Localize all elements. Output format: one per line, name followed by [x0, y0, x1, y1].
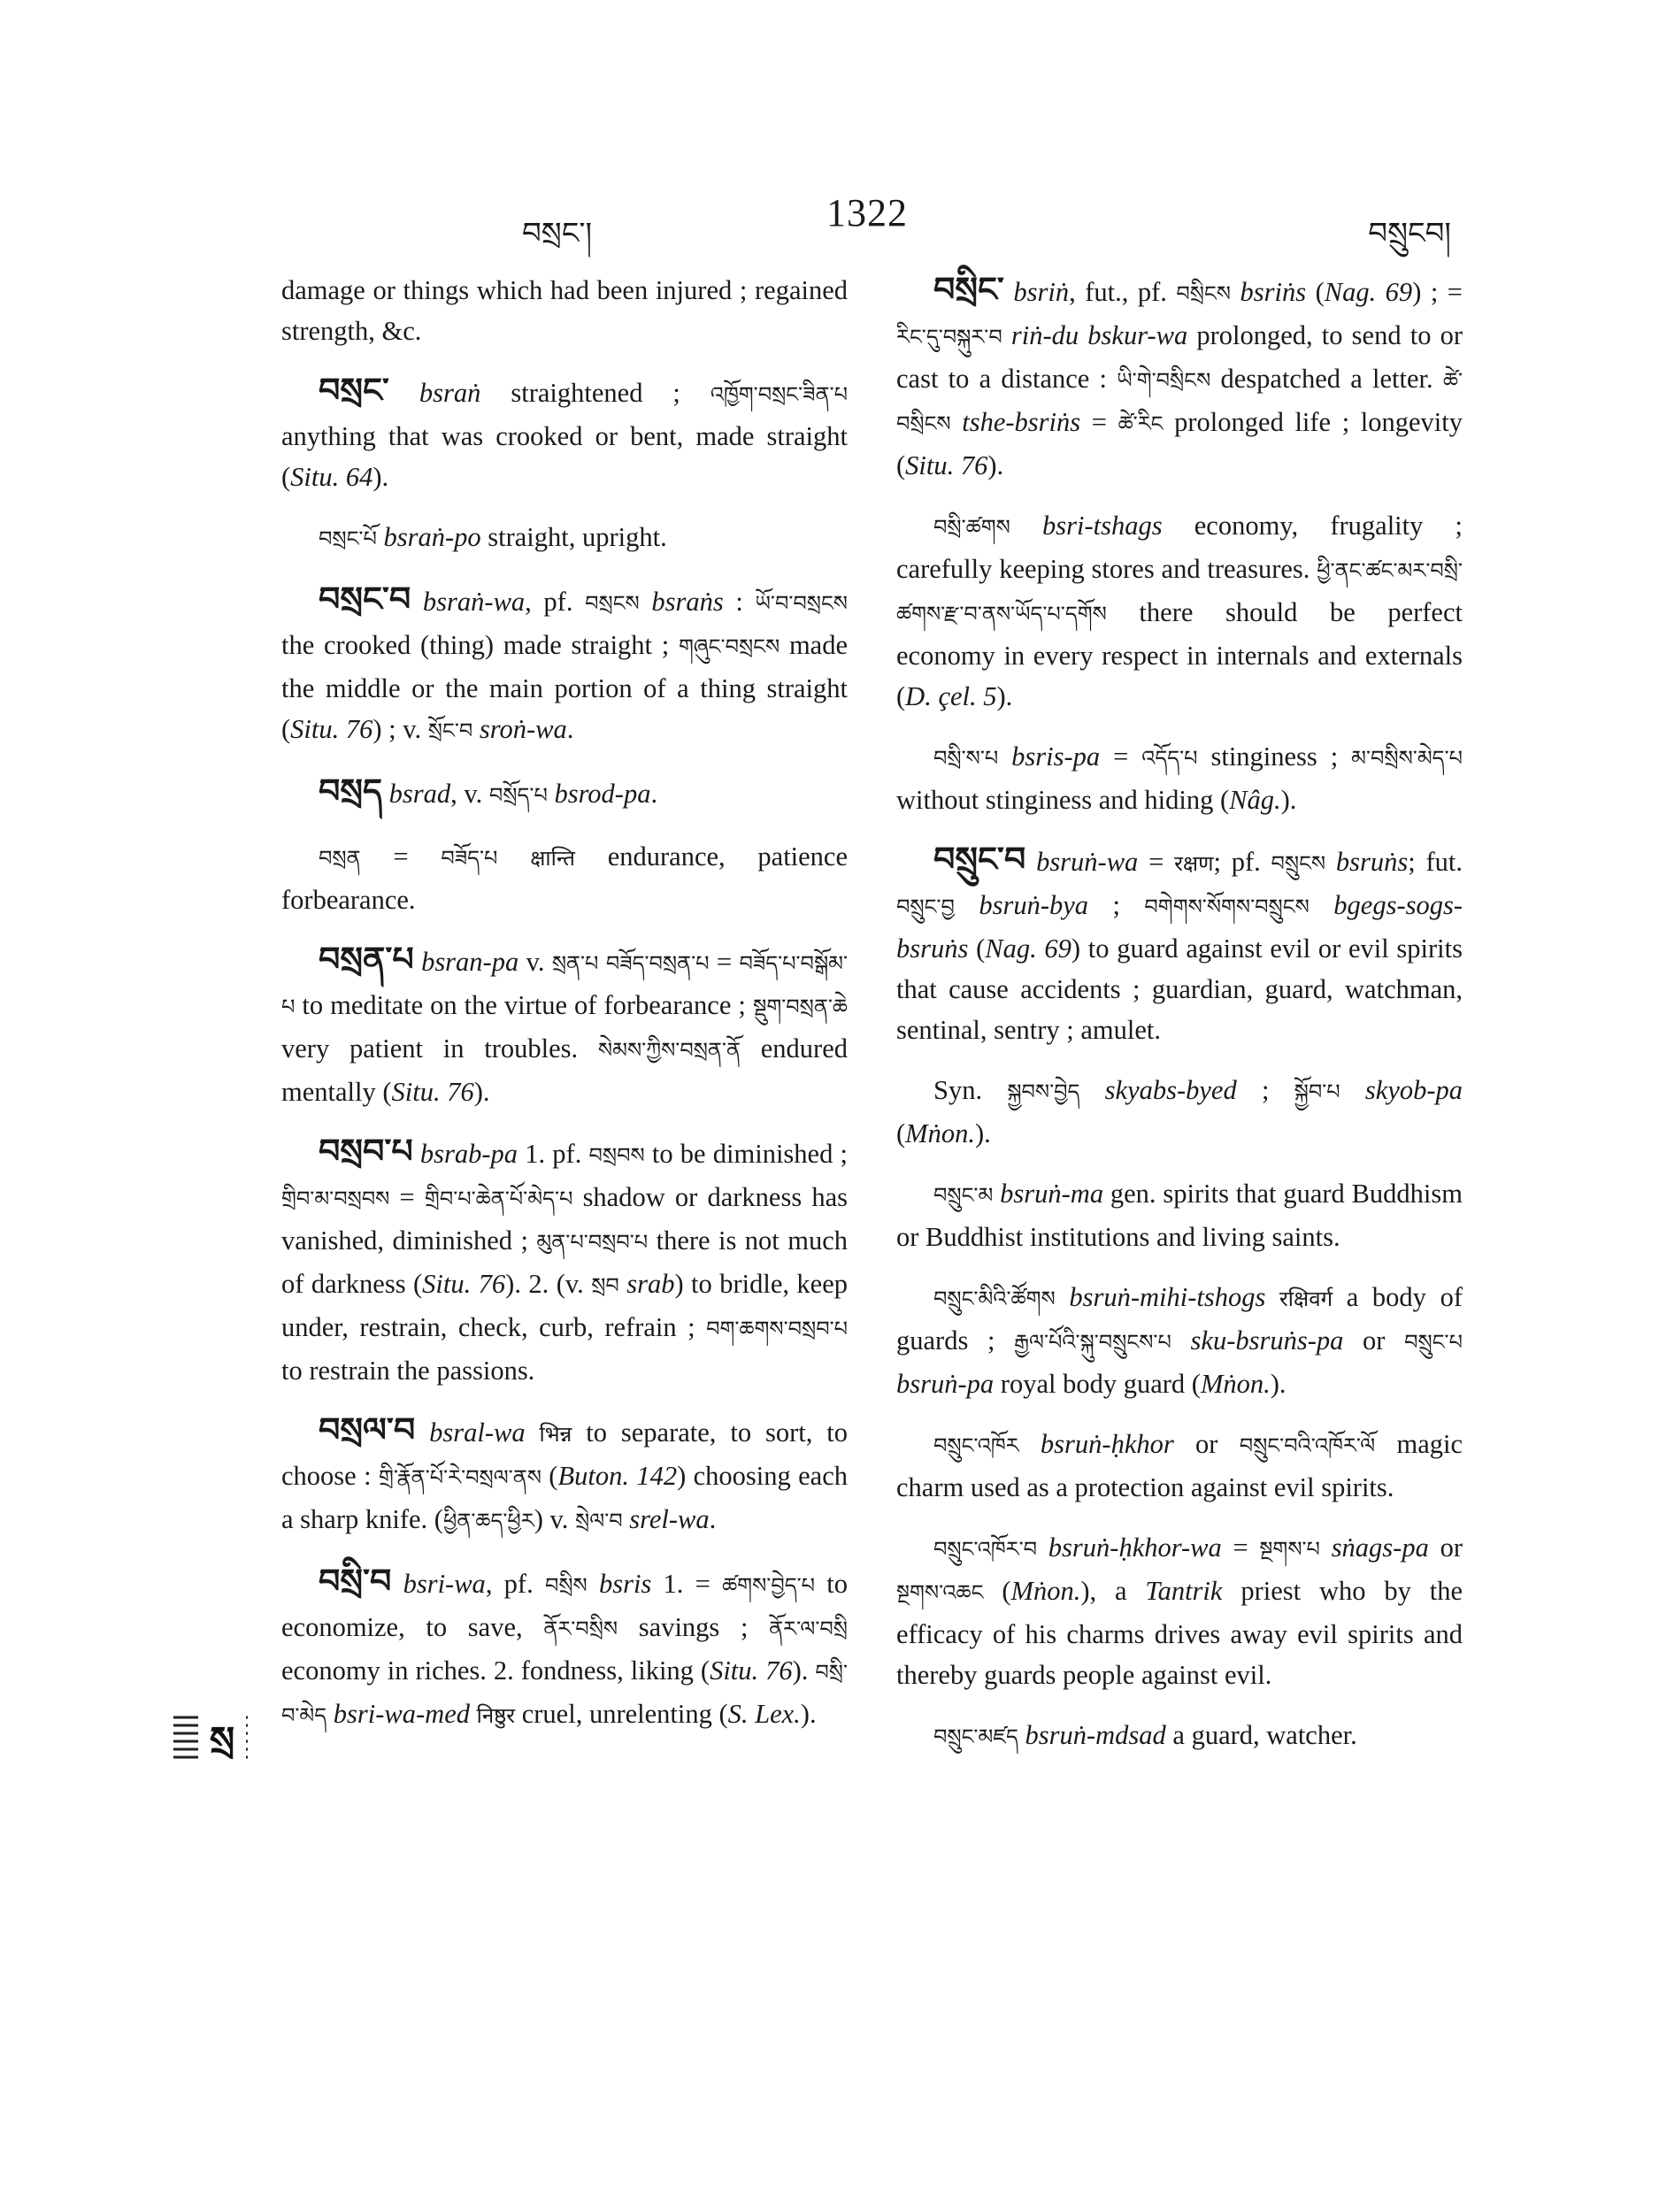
tibetan-text: མ་བསྲིས་མེད་པ: [1351, 748, 1463, 771]
definition-text: [993, 1179, 1000, 1209]
tibetan-text: གྲིབ་མ་བསྲབས: [281, 1188, 390, 1211]
definition-text: [1019, 1429, 1041, 1459]
transliteration: Nag. 69: [985, 933, 1071, 964]
tibetan-text: ཕྱིན་ཆད་ཕྱིར: [442, 1510, 534, 1533]
definition-text: straight, upright.: [480, 522, 667, 552]
transliteration: Tantrik: [1145, 1576, 1223, 1606]
definition-text: v.: [518, 947, 552, 977]
transliteration: srel-wa: [629, 1504, 710, 1534]
definition-text: ).: [974, 1118, 991, 1148]
entry-headword: བསྲང་བ: [319, 581, 411, 618]
definition-text: priest who by the efficacy of his charms drives away evil spirits and thereby guards people against evil.: [896, 1576, 1463, 1690]
definition-text: :: [723, 587, 756, 617]
transliteration: bsrab-pa: [419, 1139, 518, 1169]
header-left-guideword: བསྲང་།: [522, 218, 593, 250]
tibetan-text: ཚེ་བསྲིངས: [896, 370, 1463, 436]
dictionary-entry: [281, 270, 848, 351]
dictionary-entry: [896, 840, 1463, 1050]
definition-text: [1025, 847, 1036, 877]
definition-text: (: [541, 1461, 558, 1491]
tibetan-text: བསྲི་ས་པ: [933, 748, 999, 771]
transliteration: Mṅon.: [905, 1118, 975, 1148]
definition-text: stinginess ;: [1197, 741, 1352, 772]
tibetan-text: བསྲན: [319, 848, 361, 871]
tibetan-text: བསྲུང་མིའི་ཚོགས: [933, 1288, 1056, 1311]
definition-text: [411, 587, 423, 617]
sanskrit-text: रक्षिवर्ग: [1279, 1288, 1333, 1311]
definition-text: ).: [800, 1699, 817, 1729]
definition-text: or: [1343, 1325, 1405, 1356]
definition-text: [1310, 890, 1333, 920]
tibetan-text: བསྲངས: [585, 593, 640, 616]
tibetan-text: བསྲུང་འཁོར་བ: [933, 1539, 1038, 1562]
definition-text: ;: [1236, 1075, 1294, 1105]
transliteration: bsruṅ-ḥkhor: [1040, 1429, 1174, 1459]
dictionary-entry: [281, 1562, 848, 1737]
transliteration: Situ. 76: [710, 1655, 793, 1686]
definition-text: [382, 779, 389, 809]
definition-text: ).: [987, 450, 1004, 480]
tibetan-text: བསྲིས: [544, 1575, 588, 1598]
dictionary-entry: [896, 736, 1463, 820]
definition-text: to meditate on the virtue of forbearance ;: [295, 990, 753, 1020]
transliteration: bgegs-sogs-bsruṅs: [896, 890, 1463, 964]
left-column: [281, 270, 848, 1756]
definition-text: ).: [473, 1077, 490, 1107]
definition-text: ).: [1270, 1369, 1286, 1399]
transliteration: Mṅon.: [1010, 1576, 1081, 1606]
transliteration: bsris: [598, 1569, 652, 1599]
transliteration: bsrod-pa: [554, 779, 651, 809]
definition-text: [1079, 1075, 1104, 1105]
tibetan-text: བསྲི་ཚགས: [933, 517, 1010, 540]
entry-headword: བསྲན་པ: [319, 941, 414, 979]
margin-mark-letter: སྲ: [209, 1718, 235, 1762]
definition-text: ) ; =: [1412, 277, 1463, 307]
definition-text: [389, 378, 419, 408]
tibetan-text: སྲན་པ: [551, 953, 599, 976]
definition-text: (: [968, 933, 986, 964]
transliteration: bsran-pa: [421, 947, 519, 977]
entry-headword: བསྲུང་བ: [933, 841, 1026, 879]
definition-text: [415, 1417, 429, 1448]
definition-text: [526, 1417, 540, 1448]
definition-text: (: [896, 1118, 906, 1148]
definition-text: [1010, 511, 1042, 541]
definition-text: endurance, patience forbearance.: [281, 841, 849, 915]
tibetan-text: སྐྱབས་བྱེད: [1007, 1081, 1080, 1104]
tibetan-text: ནོར་བསྲིས: [543, 1618, 618, 1641]
definition-text: [998, 741, 1011, 772]
page-header: [265, 190, 1469, 250]
definition-text: to be diminished ;: [644, 1139, 848, 1169]
definition-text: despatched a letter.: [1210, 364, 1443, 394]
definition-text: =: [1080, 407, 1118, 437]
definition-text: =: [1138, 847, 1175, 877]
definition-text: Syn.: [933, 1075, 1008, 1105]
tibetan-text: གྲི་རྣོན་པོ་རེ་བསྲལ་ནས: [378, 1467, 541, 1490]
tibetan-text: བག་ཆགས་བསྲབ་པ: [706, 1318, 848, 1341]
tibetan-text: སྲོང་བ: [427, 720, 473, 743]
definition-text: ) v.: [534, 1504, 576, 1534]
definition-text: prolonged, to send to or cast to a distance :: [896, 320, 1463, 394]
transliteration: Situ. 64: [290, 462, 373, 492]
definition-text: =: [389, 1182, 425, 1212]
definition-text: [1325, 847, 1336, 877]
definition-text: .: [566, 714, 574, 744]
transliteration: srab: [626, 1269, 675, 1299]
tibetan-text: ཕྱི་ནང་ཚང་མར་བསྲི་ཚགས་རྫ་བ་ནས་ཡོད་པ་དགོས: [896, 560, 1463, 626]
dictionary-entry: [896, 505, 1463, 717]
dictionary-entry: [281, 517, 848, 560]
definition-text: [470, 1699, 477, 1729]
definition-text: [1320, 1532, 1332, 1563]
dictionary-entry: [281, 836, 848, 920]
definition-text: to separate, to sort, to choose :: [281, 1417, 849, 1491]
definition-text: to restrain the passions.: [281, 1356, 535, 1386]
definition-text: , pf.: [485, 1569, 545, 1599]
transliteration: riṅ-du bskur-wa: [1010, 320, 1188, 350]
entry-headword: བསྲི་བ: [319, 1563, 392, 1601]
definition-text: ; fut.: [1408, 847, 1463, 877]
transliteration: sṅags-pa: [1331, 1532, 1429, 1563]
definition-text: ).: [373, 462, 389, 492]
transliteration: bsri-wa: [403, 1569, 486, 1599]
tibetan-text: བསྲུང་མ: [933, 1185, 994, 1208]
transliteration: bsraṅs: [651, 587, 724, 617]
dictionary-entry: [281, 1132, 848, 1391]
tibetan-text: གཞུང་བསྲངས: [678, 636, 780, 659]
definition-text: ) to bridle, keep under, restrain, check, curb, refrain ;: [281, 1269, 848, 1342]
transliteration: bsraṅ: [419, 378, 481, 408]
tibetan-text: བསྲུང་པ: [1404, 1332, 1463, 1355]
dictionary-entry: [281, 940, 848, 1112]
tibetan-text: ནོར་ལ་བསྲི: [769, 1618, 848, 1641]
tibetan-text: སྔགས་པ: [1259, 1539, 1320, 1562]
tibetan-text: འཁྱོག་བསྲང་ཟིན་པ: [710, 384, 848, 407]
definition-text: =: [360, 841, 442, 872]
transliteration: bsraṅ-po: [383, 522, 481, 552]
definition-text: a guard, watcher.: [1165, 1720, 1357, 1750]
sanskrit-text: रक्षण: [1174, 853, 1214, 876]
definition-text: 1. =: [651, 1569, 723, 1599]
dictionary-entry: [896, 1277, 1463, 1404]
transliteration: bsruṅs: [1335, 847, 1409, 877]
definition-text: very patient in troubles.: [281, 1033, 598, 1064]
definition-text: anything that was crooked or bent, made straight (: [281, 421, 848, 492]
tibetan-text: བསྲུང་འཁོར: [933, 1435, 1019, 1458]
definition-text: ) ; v.: [373, 714, 428, 744]
definition-text: the crooked (thing) made straight ;: [281, 630, 679, 660]
definition-text: [598, 947, 605, 977]
definition-text: to economize, to save,: [281, 1569, 848, 1642]
definition-text: [1002, 320, 1011, 350]
tibetan-text: རྒྱལ་པོའི་སྐུ་བསྲུངས་པ: [1014, 1332, 1171, 1355]
definition-text: , pf.: [525, 587, 586, 617]
transliteration: sku-bsruṅs-pa: [1190, 1325, 1344, 1356]
sanskrit-text: भिन्न: [539, 1424, 572, 1447]
definition-text: ).: [996, 681, 1013, 711]
tibetan-text: སྐྱོབ་པ: [1294, 1081, 1340, 1104]
transliteration: bsriṅ: [1013, 277, 1070, 307]
dictionary-entry: [896, 1715, 1463, 1758]
tibetan-text: བསྲབས: [588, 1145, 645, 1168]
transliteration: S. Lex.: [727, 1699, 801, 1729]
transliteration: bsraṅ-wa: [422, 587, 526, 617]
tibetan-text: རིང་དུ་བསྐུར་བ: [896, 326, 1002, 349]
definition-text: (: [1306, 277, 1325, 307]
definition-text: or: [1173, 1429, 1240, 1459]
definition-text: =: [1100, 741, 1142, 772]
definition-text: ).: [1280, 785, 1297, 815]
transliteration: tshe-bsriṅs: [962, 407, 1081, 437]
tibetan-text: སྲབ: [591, 1275, 619, 1298]
definition-text: damage or things which had been injured ; regained strength, &c.: [281, 275, 848, 346]
definition-text: ) choosing each a sharp knife. (: [281, 1461, 849, 1534]
definition-text: ). 2. (v.: [505, 1269, 592, 1299]
tibetan-text: བསྲང་པོ: [319, 528, 377, 551]
definition-text: royal body guard (: [994, 1369, 1201, 1399]
definition-text: [1004, 277, 1013, 307]
tibetan-text: བཟོད་པ་བསྒོམ་པ: [281, 953, 849, 1019]
definition-text: 1. pf.: [518, 1139, 589, 1169]
transliteration: bsruṅ-ḥkhor-wa: [1048, 1532, 1222, 1563]
transliteration: Situ. 76: [422, 1269, 506, 1299]
transliteration: bsruṅ-pa: [896, 1369, 995, 1399]
definition-text: [1340, 1075, 1365, 1105]
transliteration: Situ. 76: [290, 714, 373, 744]
tibetan-text: བསྲུང་བའི་འཁོར་ལོ: [1239, 1435, 1376, 1458]
tibetan-text: སེམས་ཀྱིས་བསྲན་ནོ: [597, 1040, 741, 1063]
tibetan-text: བསྲུང་བྱ: [896, 896, 955, 919]
definition-text: , fut., pf.: [1069, 277, 1177, 307]
tibetan-text: བསྲུང་མཛད: [933, 1726, 1018, 1749]
tibetan-text: སྡུག་བསྲན་ཆེ: [752, 996, 848, 1019]
transliteration: Situ. 76: [391, 1077, 474, 1107]
definition-text: (: [983, 1576, 1011, 1606]
entry-headword: བསྲང་: [319, 373, 389, 410]
transliteration: bsruṅ-ma: [1000, 1179, 1104, 1209]
definition-text: , v.: [450, 779, 489, 809]
definition-text: savings ;: [618, 1612, 770, 1642]
tibetan-text: ཡོ་བ་བསྲངས: [755, 593, 848, 616]
definition-text: .: [650, 779, 658, 809]
dictionary-entry: [896, 270, 1463, 486]
definition-text: endured mentally (: [281, 1033, 848, 1107]
definition-text: ; pf.: [1213, 847, 1271, 877]
dictionary-entry: [896, 1173, 1463, 1257]
header-right-guideword: བསྲུངབ།: [1368, 218, 1451, 250]
definition-text: economy, frugality ; carefully keeping stores and treasures.: [896, 511, 1463, 584]
entry-headword: བསྲིང་: [933, 272, 1004, 309]
page-number: 1322: [826, 191, 908, 234]
definition-text: or: [1428, 1532, 1463, 1563]
definition-text: economy in riches. 2. fondness, liking (: [281, 1655, 710, 1686]
definition-text: there should be perfect economy in every respect in internals and externals (: [896, 597, 1463, 711]
tibetan-text: བསྲི་བ་མེད: [281, 1662, 848, 1728]
definition-text: [1056, 1282, 1070, 1312]
transliteration: bsruṅ-bya: [979, 890, 1089, 920]
definition-text: gen. spirits that guard Buddhism or Buddhist institutions and living saints.: [896, 1179, 1463, 1252]
transliteration: skyabs-byed: [1104, 1075, 1237, 1105]
dictionary-entry: [281, 772, 848, 817]
definition-text: [391, 1569, 403, 1599]
tibetan-text: འདོད་པ: [1141, 748, 1198, 771]
entry-headword: བསྲལ་བ: [319, 1412, 416, 1449]
definition-text: ), a: [1080, 1576, 1146, 1606]
margin-thumb-index-mark: [173, 1712, 248, 1767]
definition-text: prolonged life ; longevity (: [896, 407, 1463, 480]
transliteration: bsruṅ-mdsad: [1025, 1720, 1166, 1750]
tibetan-text: ཡི་གེ་བསྲིངས: [1117, 370, 1211, 393]
tibetan-text: སྲེལ་བ: [575, 1510, 623, 1533]
transliteration: Buton. 142: [557, 1461, 678, 1491]
definition-text: =: [709, 947, 740, 977]
definition-text: =: [1221, 1532, 1260, 1563]
transliteration: bsrad: [388, 779, 451, 809]
definition-text: there is not much of darkness (: [281, 1225, 848, 1299]
definition-text: [588, 1569, 599, 1599]
definition-text: [619, 1269, 626, 1299]
transliteration: sroṅ-wa: [479, 714, 567, 744]
definition-text: magic charm used as a protection against evil spirits.: [896, 1429, 1463, 1502]
dictionary-entry: [896, 1424, 1463, 1508]
transliteration: bsruṅ-mihi-tshogs: [1069, 1282, 1266, 1312]
sanskrit-text: निष्ठुर: [476, 1705, 516, 1728]
definition-text: [1265, 1282, 1279, 1312]
definition-text: [414, 947, 421, 977]
definition-text: [955, 890, 979, 920]
sanskrit-text: क्षान्ति: [530, 848, 575, 871]
definition-text: [326, 1699, 334, 1729]
transliteration: Nag. 69: [1324, 277, 1413, 307]
definition-text: [640, 587, 652, 617]
entry-headword: བསྲབ་པ: [319, 1133, 413, 1171]
transliteration: D. çel. 5: [905, 681, 997, 711]
tibetan-text: བསྲུངས: [1271, 853, 1326, 876]
definition-text: made the middle or the main portion of a thing straight (: [281, 630, 848, 744]
dictionary-entry: [896, 1527, 1463, 1695]
right-column: [896, 270, 1463, 1778]
transliteration: skyob-pa: [1364, 1075, 1463, 1105]
tibetan-text: ཚགས་བྱེད་པ: [722, 1575, 816, 1598]
definition-text: .: [709, 1504, 717, 1534]
tibetan-text: གྲིབ་པ་ཆེན་པོ་མེད་པ: [424, 1188, 573, 1211]
definition-text: shadow or darkness has vanished, diminished ;: [281, 1182, 849, 1256]
tibetan-text: སྔགས་འཆང: [896, 1582, 984, 1605]
transliteration: bsri-tshags: [1041, 511, 1163, 541]
dictionary-entry: [281, 580, 848, 752]
definition-text: [472, 714, 480, 744]
definition-text: ) to guard against evil or evil spirits that cause accidents ; guardian, guard, watchman, sentinal, sentry ; amulet.: [896, 933, 1463, 1045]
tibetan-text: བསྲོད་པ: [488, 785, 548, 808]
transliteration: Situ. 76: [905, 450, 988, 480]
tibetan-text: བཟོད་བསྲན་པ: [605, 953, 710, 976]
transliteration: bsris-pa: [1011, 741, 1101, 772]
tibetan-text: མུན་པ་བསྲབ་པ: [536, 1232, 649, 1255]
dictionary-entry: [281, 371, 848, 497]
definition-text: straightened ;: [480, 378, 710, 408]
definition-text: [1037, 1532, 1048, 1563]
tibetan-text: བསྲིངས: [1176, 283, 1232, 306]
tibetan-text: ཚེ་རིང: [1118, 413, 1164, 436]
tibetan-text: བགེགས་སོགས་བསྲུངས: [1144, 896, 1310, 919]
entry-headword: བསྲད: [319, 773, 383, 810]
transliteration: Mṅon.: [1200, 1369, 1271, 1399]
definition-text: [497, 841, 530, 872]
transliteration: bsral-wa: [429, 1417, 526, 1448]
transliteration: bsri-wa-med: [333, 1699, 470, 1729]
definition-text: ;: [1088, 890, 1145, 920]
definition-text: without stinginess and hiding (: [896, 785, 1230, 815]
tibetan-text: བཟོད་པ: [441, 848, 498, 871]
definition-text: [1231, 277, 1240, 307]
transliteration: bsriṅs: [1240, 277, 1307, 307]
transliteration: bsruṅ-wa: [1036, 847, 1139, 877]
definition-text: [1171, 1325, 1191, 1356]
dictionary-entry: [896, 1070, 1463, 1154]
definition-text: ).: [792, 1655, 816, 1686]
definition-text: a body of guards ;: [896, 1282, 1463, 1356]
definition-text: [413, 1139, 420, 1169]
transliteration: Nâg.: [1229, 785, 1281, 815]
dictionary-entry: [281, 1410, 848, 1542]
definition-text: cruel, unrelenting (: [515, 1699, 728, 1729]
definition-text: [951, 407, 963, 437]
